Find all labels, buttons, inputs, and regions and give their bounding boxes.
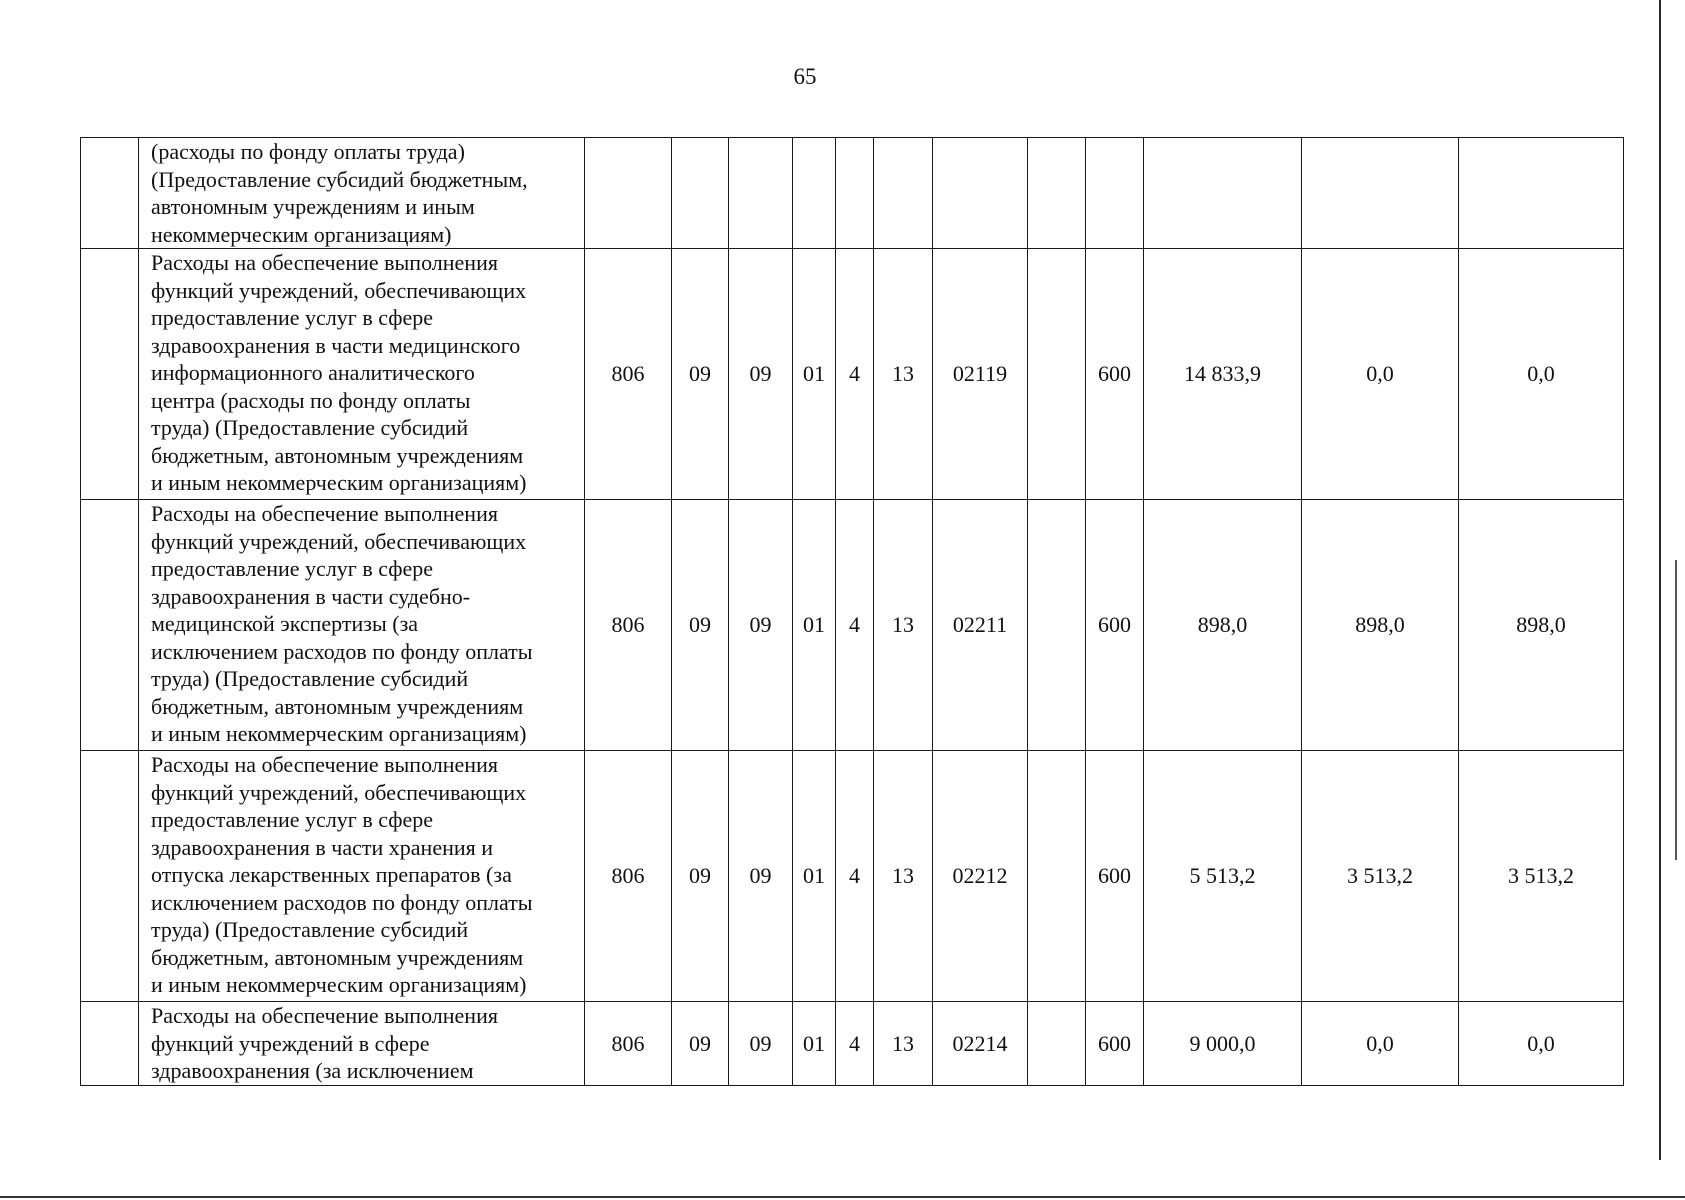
table-row	[81, 500, 1624, 751]
row-number-cell	[81, 500, 139, 751]
code-cell: 600	[1086, 1002, 1144, 1086]
code-cell: 02214	[933, 1002, 1028, 1086]
description-cell: Расходы на обеспечение выполнения функций учреждений, обеспечивающих предоставление услуг в сфере здравоохранения в части медицинского информационного аналитического центра (расходы по фонду оплаты труда) (Предоставление субсидий бюджетным, автономным учреждениям и иным некоммерческим организациям)	[139, 249, 585, 500]
code-cell: 600	[1086, 500, 1144, 751]
table-row	[81, 138, 1624, 249]
amount-cell: 5 513,2	[1144, 751, 1302, 1002]
code-cell: 09	[672, 500, 729, 751]
amount-cell: 9 000,0	[1144, 1002, 1302, 1086]
code-cell	[672, 138, 729, 249]
code-cell	[729, 138, 793, 249]
code-cell: 01	[793, 249, 836, 500]
table-row	[81, 751, 1624, 1002]
amount-cell: 0,0	[1459, 1002, 1624, 1086]
code-cell: 09	[672, 249, 729, 500]
code-cell	[585, 138, 672, 249]
row-number-cell	[81, 249, 139, 500]
code-cell: 13	[874, 500, 933, 751]
description-cell: Расходы на обеспечение выполнения функций учреждений в сфере здравоохранения (за исключением	[139, 1002, 585, 1086]
amount-cell: 898,0	[1302, 500, 1459, 751]
code-cell: 4	[836, 500, 874, 751]
row-number-cell	[81, 751, 139, 1002]
code-cell	[836, 138, 874, 249]
description-cell: Расходы на обеспечение выполнения функций учреждений, обеспечивающих предоставление услуг в сфере здравоохранения в части судебно- медицинской экспертизы (за исключением расходов по фонду оплаты труда) (Предоставление субсидий бюджетным, автономным учреждениям и иным некоммерческим организациям)	[139, 500, 585, 751]
description-cell: Расходы на обеспечение выполнения функций учреждений, обеспечивающих предоставление услуг в сфере здравоохранения в части хранения и отпуска лекарственных препаратов (за исключением расходов по фонду оплаты труда) (Предоставление субсидий бюджетным, автономным учреждениям и иным некоммерческим организациям)	[139, 751, 585, 1002]
budget-table	[80, 137, 1624, 1086]
code-cell: 09	[729, 249, 793, 500]
amount-cell: 3 513,2	[1459, 751, 1624, 1002]
scan-edge-line	[1675, 560, 1677, 860]
table-row	[81, 249, 1624, 500]
code-cell	[1028, 249, 1086, 500]
code-cell: 02212	[933, 751, 1028, 1002]
code-cell	[933, 138, 1028, 249]
code-cell: 600	[1086, 751, 1144, 1002]
row-number-cell	[81, 1002, 139, 1086]
row-number-cell	[81, 138, 139, 249]
amount-cell: 898,0	[1459, 500, 1624, 751]
code-cell: 4	[836, 249, 874, 500]
code-cell: 09	[729, 1002, 793, 1086]
amount-cell: 14 833,9	[1144, 249, 1302, 500]
code-cell: 01	[793, 751, 836, 1002]
code-cell: 02211	[933, 500, 1028, 751]
code-cell	[1028, 138, 1086, 249]
code-cell: 600	[1086, 249, 1144, 500]
code-cell	[874, 138, 933, 249]
table-row	[81, 1002, 1624, 1086]
code-cell: 13	[874, 751, 933, 1002]
code-cell	[1086, 138, 1144, 249]
code-cell: 4	[836, 1002, 874, 1086]
code-cell: 806	[585, 751, 672, 1002]
code-cell: 806	[585, 500, 672, 751]
code-cell: 806	[585, 249, 672, 500]
page-number: 65	[793, 64, 817, 89]
code-cell	[1028, 751, 1086, 1002]
code-cell: 02119	[933, 249, 1028, 500]
code-cell: 13	[874, 249, 933, 500]
amount-cell: 898,0	[1144, 500, 1302, 751]
amount-cell: 0,0	[1302, 249, 1459, 500]
code-cell: 09	[729, 751, 793, 1002]
amount-cell	[1144, 138, 1302, 249]
scan-bottom-line	[0, 1196, 1685, 1198]
amount-cell: 0,0	[1302, 1002, 1459, 1086]
amount-cell	[1459, 138, 1624, 249]
code-cell: 4	[836, 751, 874, 1002]
code-cell: 09	[672, 751, 729, 1002]
code-cell: 13	[874, 1002, 933, 1086]
code-cell: 01	[793, 1002, 836, 1086]
scan-edge-line	[1659, 0, 1661, 1160]
amount-cell	[1302, 138, 1459, 249]
amount-cell: 3 513,2	[1302, 751, 1459, 1002]
code-cell: 09	[672, 1002, 729, 1086]
code-cell: 09	[729, 500, 793, 751]
code-cell	[1028, 1002, 1086, 1086]
description-cell: (расходы по фонду оплаты труда) (Предоставление субсидий бюджетным, автономным учреждениям и иным некоммерческим организациям)	[139, 138, 585, 249]
code-cell: 01	[793, 500, 836, 751]
code-cell	[1028, 500, 1086, 751]
code-cell	[793, 138, 836, 249]
amount-cell: 0,0	[1459, 249, 1624, 500]
code-cell: 806	[585, 1002, 672, 1086]
